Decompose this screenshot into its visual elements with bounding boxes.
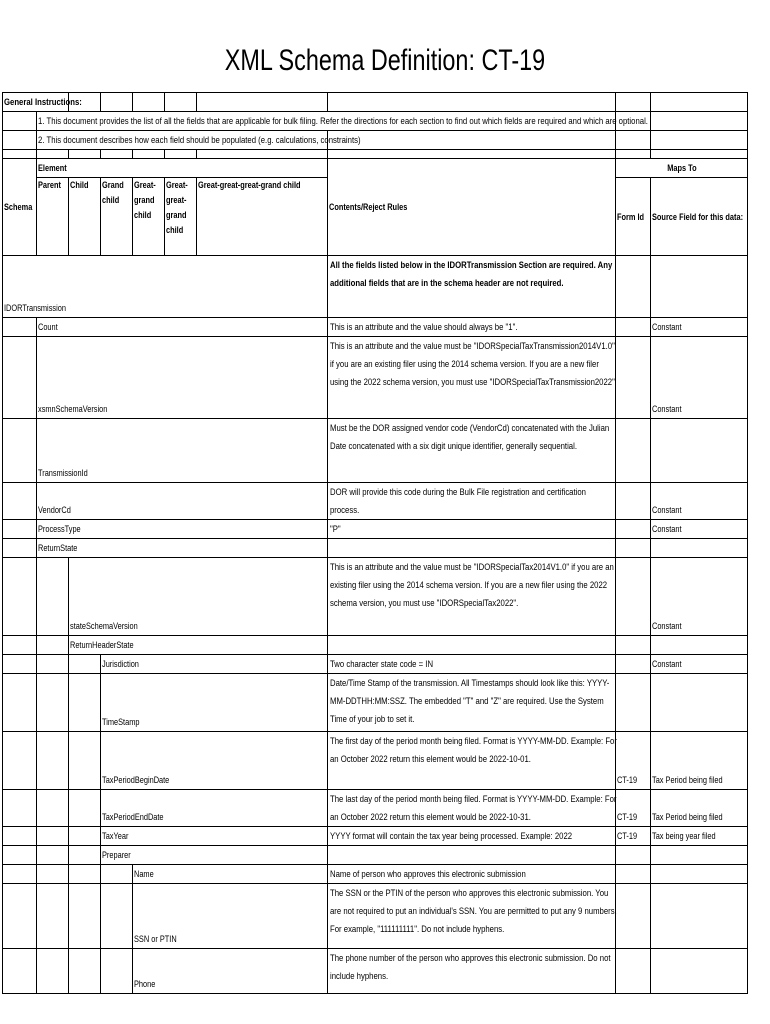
form-id <box>616 539 651 558</box>
element-name: Jurisdiction <box>101 655 328 674</box>
form-id <box>616 846 651 865</box>
contents-rules: "P" <box>328 520 616 539</box>
header-row-1 <box>3 159 748 178</box>
form-id <box>616 558 651 636</box>
table-row <box>3 256 748 318</box>
table-row <box>3 949 748 994</box>
instruction-row-1 <box>3 112 748 131</box>
source-field <box>651 539 748 558</box>
form-id: CT-19 <box>616 790 651 827</box>
element-name: TaxYear <box>101 827 328 846</box>
table-row <box>3 558 748 636</box>
table-row <box>3 884 748 949</box>
source-field: Constant <box>651 483 748 520</box>
element-name: Phone <box>133 949 328 994</box>
form-id <box>616 884 651 949</box>
header-great-great-grand-child: Great- great- grand child <box>165 178 197 256</box>
source-field: Tax being year filed <box>651 827 748 846</box>
contents-rules: The last day of the period month being filed. Format is YYYY-MM-DD. Example: For an October 2022 return this element would be 2022-10-31. <box>328 790 616 827</box>
form-id <box>616 865 651 884</box>
table-row <box>3 790 748 827</box>
element-name: xsmnSchemaVersion <box>37 337 328 419</box>
header-maps-to: Maps To <box>616 159 748 178</box>
contents-rules: The SSN or the PTIN of the person who approves this electronic submission. You are not required to put an individual's SSN. You are permitted to put any 9 numbers. For example, "111111111". Do not include hyphens. <box>328 884 616 949</box>
table-row <box>3 674 748 732</box>
source-field: Tax Period being filed <box>651 790 748 827</box>
form-id <box>616 655 651 674</box>
general-instructions-row <box>3 93 748 112</box>
header-form-id: Form Id <box>616 178 651 256</box>
element-name: Preparer <box>101 846 328 865</box>
form-id <box>616 520 651 539</box>
source-field <box>651 884 748 949</box>
table-row <box>3 865 748 884</box>
instruction-line-2: 2. This document describes how each field should be populated (e.g. calculations, constraints) <box>37 131 328 150</box>
element-name: TimeStamp <box>101 674 328 732</box>
header-great-grand-child: Great- grand child <box>133 178 165 256</box>
source-field: Constant <box>651 337 748 419</box>
form-id <box>616 256 651 318</box>
element-name: IDORTransmission <box>3 256 328 318</box>
contents-rules: All the fields listed below in the IDORTransmission Section are required. Any additional fields that are in the schema header are not required. <box>328 256 616 318</box>
table-row <box>3 318 748 337</box>
source-field <box>651 419 748 483</box>
element-name: TransmissionId <box>37 419 328 483</box>
table-row <box>3 539 748 558</box>
table-row <box>3 636 748 655</box>
source-field: Constant <box>651 318 748 337</box>
header-element: Element <box>37 159 328 178</box>
form-id <box>616 949 651 994</box>
form-id <box>616 419 651 483</box>
form-id: CT-19 <box>616 827 651 846</box>
element-name: ProcessType <box>37 520 328 539</box>
source-field <box>651 846 748 865</box>
contents-rules: Name of person who approves this electronic submission <box>328 865 616 884</box>
form-id <box>616 483 651 520</box>
element-name: ReturnHeaderState <box>69 636 328 655</box>
contents-rules: DOR will provide this code during the Bulk File registration and certification process. <box>328 483 616 520</box>
form-id <box>616 636 651 655</box>
element-name: stateSchemaVersion <box>69 558 328 636</box>
general-instructions-label: General Instructions: <box>3 93 69 112</box>
form-id <box>616 337 651 419</box>
contents-rules: Date/Time Stamp of the transmission. All Timestamps should look like this: YYYY-MM-DDTHH:MM:SSZ. The embedded "T" and "Z" are required. Use the System Time of your job to set it. <box>328 674 616 732</box>
table-row <box>3 520 748 539</box>
header-child: Child <box>69 178 101 256</box>
table-row <box>3 483 748 520</box>
form-id <box>616 318 651 337</box>
source-field: Tax Period being filed <box>651 732 748 790</box>
source-field: Constant <box>651 520 748 539</box>
contents-rules: The phone number of the person who approves this electronic submission. Do not include hyphens. <box>328 949 616 994</box>
source-field: Constant <box>651 558 748 636</box>
table-row <box>3 732 748 790</box>
source-field <box>651 674 748 732</box>
table-row <box>3 419 748 483</box>
element-name: TaxPeriodEndDate <box>101 790 328 827</box>
schema-table <box>2 92 748 994</box>
contents-rules: This is an attribute and the value should always be "1". <box>328 318 616 337</box>
spacer-row <box>3 150 748 159</box>
form-id <box>616 674 651 732</box>
element-name: ReturnState <box>37 539 328 558</box>
table-row <box>3 337 748 419</box>
element-name: SSN or PTIN <box>133 884 328 949</box>
contents-rules: This is an attribute and the value must be "IDORSpecialTaxTransmission2014V1.0" if you are an existing filer using the 2014 schema version. If you are a new filer using the 2022 schema version, you must use "IDORSpecialTaxTransmission2022" <box>328 337 616 419</box>
table-row <box>3 827 748 846</box>
contents-rules <box>328 539 616 558</box>
element-name: Count <box>37 318 328 337</box>
header-grand-child: Grand child <box>101 178 133 256</box>
instruction-row-2 <box>3 131 748 150</box>
source-field <box>651 636 748 655</box>
element-name: TaxPeriodBeginDate <box>101 732 328 790</box>
contents-rules: The first day of the period month being filed. Format is YYYY-MM-DD. Example: For an October 2022 return this element would be 2022-10-01. <box>328 732 616 790</box>
contents-rules: This is an attribute and the value must be "IDORSpecialTax2014V1.0" if you are an existing filer using the 2014 schema version. If you are a new filer using the 2022 schema version, you must use "IDORSpecialTax2022". <box>328 558 616 636</box>
source-field <box>651 256 748 318</box>
table-row <box>3 655 748 674</box>
form-id: CT-19 <box>616 732 651 790</box>
contents-rules <box>328 846 616 865</box>
header-schema: Schema <box>3 159 37 256</box>
table-row <box>3 846 748 865</box>
page-title: XML Schema Definition: CT-19 <box>224 44 546 77</box>
source-field <box>651 865 748 884</box>
element-name: VendorCd <box>37 483 328 520</box>
contents-rules: YYYY format will contain the tax year being processed. Example: 2022 <box>328 827 616 846</box>
header-gggg-child: Great-great-great-grand child <box>197 178 328 256</box>
header-source-field: Source Field for this data: <box>651 178 748 256</box>
header-contents: Contents/Reject Rules <box>328 159 616 256</box>
source-field <box>651 949 748 994</box>
header-parent: Parent <box>37 178 69 256</box>
source-field: Constant <box>651 655 748 674</box>
contents-rules <box>328 636 616 655</box>
instruction-line-1: 1. This document provides the list of all the fields that are applicable for bulk filing. Refer the directions for each section to find out which fields are required and which are optional. <box>37 112 616 131</box>
element-name: Name <box>133 865 328 884</box>
contents-rules: Two character state code = IN <box>328 655 616 674</box>
contents-rules: Must be the DOR assigned vendor code (VendorCd) concatenated with the Julian Date concatenated with a six digit unique identifier, generally sequential. <box>328 419 616 483</box>
